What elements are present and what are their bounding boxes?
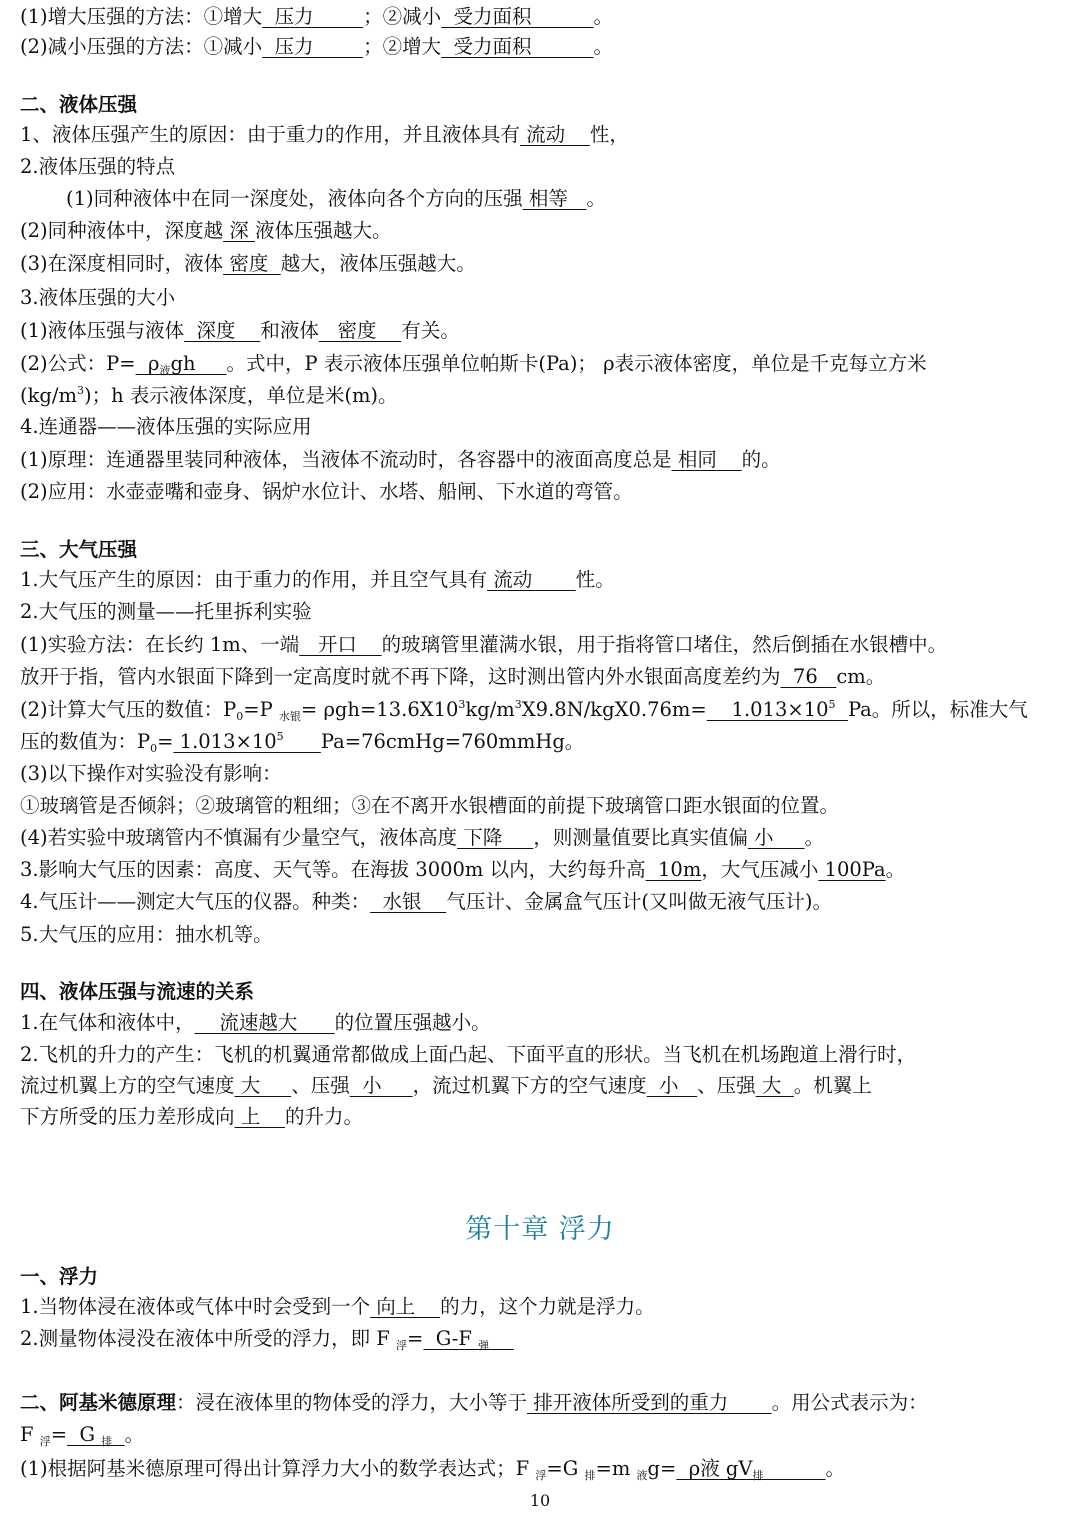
text: [836, 698, 848, 721]
text: 的升力。: [285, 1105, 364, 1128]
text: ρ: [135, 352, 160, 375]
text-line: [20, 2, 1060, 32]
text: G-F: [423, 1327, 479, 1350]
superscript: 3: [514, 698, 522, 711]
answer-blank: [676, 1454, 825, 1484]
text: (1)根据阿基米德原理可得出计算浮力大小的数学表达式；F: [20, 1457, 536, 1480]
text-line: [20, 1008, 1060, 1038]
section-heading: 四、液体压强与流速的关系: [20, 980, 255, 1003]
answer-blank: 小: [646, 1074, 698, 1097]
text-line: [20, 727, 1060, 757]
text: (2)公式：P=: [20, 352, 136, 375]
answer-blank: 10m: [645, 858, 702, 881]
section-heading: 一、浮力: [20, 1265, 99, 1288]
answer-blank: [173, 727, 320, 757]
text: (2)计算大气压的数值：P: [20, 698, 237, 721]
text-line: [20, 316, 1060, 346]
answer-blank: 相同: [671, 448, 742, 471]
subscript: 浮: [396, 1339, 408, 1352]
text: 的力，这个力就是浮力。: [440, 1295, 655, 1318]
text: =: [407, 1327, 424, 1350]
text: 。: [885, 858, 906, 881]
text: =G: [546, 1457, 585, 1480]
text-line: [20, 1324, 1060, 1354]
text-line: [20, 565, 1060, 595]
answer-blank: 小: [747, 826, 805, 849]
text: 2.测量物体浸没在液体中所受的浮力，即 F: [20, 1327, 397, 1350]
text: 。: [825, 1457, 845, 1480]
answer-blank: 大: [755, 1074, 794, 1097]
text-line: [20, 1292, 1060, 1322]
answer-blank: 流速越大: [194, 1011, 335, 1034]
text-line: [20, 695, 1060, 725]
text-line: 2.液体压强的特点: [20, 155, 176, 178]
answer-blank: [423, 1324, 513, 1354]
text-line: [20, 1388, 1060, 1418]
answer-blank: 开口: [299, 633, 382, 656]
text-line: [20, 630, 1060, 660]
subscript: 浮: [535, 1469, 547, 1482]
text: Pa=76cmHg=760mmHg。: [320, 730, 585, 753]
text: 流过机翼上方的空气速度: [20, 1074, 235, 1097]
text-line: [20, 381, 1060, 411]
text: ，则测量值要比真实值偏: [533, 826, 748, 849]
answer-blank: 压力: [262, 35, 364, 58]
text: 。: [593, 35, 614, 58]
text: [112, 1423, 124, 1446]
text: 3.影响大气压的因素：高度、天气等。在海拔 3000m 以内，大约每升高: [20, 858, 646, 881]
text: =m: [595, 1457, 637, 1480]
text-line: [20, 216, 1060, 246]
text-line: [20, 887, 1060, 917]
text: [284, 730, 321, 753]
answer-blank: 流动: [519, 123, 590, 146]
text-line: [20, 1071, 1060, 1101]
text: G: [67, 1423, 102, 1446]
text: 的玻璃管里灌满水银，用于指将管口堵住，然后倒插在水银槽中。: [381, 633, 948, 656]
text-line: [20, 1454, 1060, 1484]
text: 和液体: [260, 319, 319, 342]
text: 气压计、金属盒气压计(又叫做无液气压计)。: [446, 890, 833, 913]
text-line: 3.液体压强的大小: [20, 286, 176, 309]
text-line: [20, 120, 1060, 150]
answer-blank: 深度: [184, 319, 261, 342]
text: (1)增大压强的方法：①增大: [20, 5, 263, 28]
answer-blank: 相等: [522, 187, 587, 210]
text-line: 4.连通器——液体压强的实际应用: [20, 415, 312, 438]
text-line: [20, 32, 1060, 62]
text: 液体压强越大。: [255, 219, 392, 242]
answer-blank: 密度: [318, 319, 402, 342]
text: 、压强: [291, 1074, 350, 1097]
text: 1.013×10: [706, 698, 829, 721]
subscript: 0: [150, 742, 158, 755]
text: cm。: [836, 665, 886, 688]
text-line: [20, 1420, 1060, 1450]
text: =P: [243, 698, 279, 721]
text: ；②增大: [363, 35, 442, 58]
section-heading: 二、阿基米德原理: [20, 1391, 177, 1414]
answer-blank: 流动: [487, 568, 576, 591]
text: )；h 表示液体深度，单位是米(m)。: [83, 384, 398, 407]
text-line: 2.飞机的升力的产生：飞机的机翼通常都做成上面凸起、下面平直的形状。当飞机在机场跑道上滑行时，: [20, 1043, 917, 1066]
text: = ρgh=13.6X10: [300, 698, 459, 721]
chapter-title: 第十章 浮力: [465, 1214, 615, 1245]
subscript: 水银: [278, 710, 301, 723]
text: =: [157, 730, 174, 753]
text: ，流过机翼下方的空气速度: [412, 1074, 647, 1097]
text: (2)减小压强的方法：①减小: [20, 35, 263, 58]
answer-blank: 上: [234, 1105, 286, 1128]
text: 放开于指，管内水银面下降到一定高度时就不再下降，这时测出管内外水银面高度差约为: [20, 665, 781, 688]
text: 、压强: [697, 1074, 756, 1097]
answer-blank: 受力面积: [441, 5, 594, 28]
superscript: 5: [276, 730, 284, 743]
text: 1.在气体和液体中，: [20, 1011, 195, 1034]
answer-blank: 小: [349, 1074, 413, 1097]
text: 1、液体压强产生的原因：由于重力的作用，并且液体具有: [20, 123, 520, 146]
subscript: 排: [584, 1469, 596, 1482]
text: (1)实验方法：在长约 1m、一端: [20, 633, 300, 656]
text: 压的数值为：P: [20, 730, 151, 753]
answer-blank: [67, 1420, 125, 1450]
text-line: (2)应用：水壶壶嘴和壶身、锅炉水位计、水塔、船闸、下水道的弯管。: [20, 480, 633, 503]
text: =: [50, 1423, 68, 1446]
text: 。用公式表示为：: [771, 1391, 928, 1414]
text-line: [20, 445, 1060, 475]
text: 1.当物体浸在液体或气体中时会受到一个: [20, 1295, 371, 1318]
text: [489, 1327, 514, 1350]
text: 。: [804, 826, 825, 849]
subscript: 液: [636, 1469, 648, 1482]
text: Pa。所以，标准大气: [847, 698, 1028, 721]
text: 4.气压计——测定大气压的仪器。种类：: [20, 890, 371, 913]
text: ，大气压减小: [701, 858, 819, 881]
text: 。: [124, 1423, 145, 1446]
text-line: [20, 1102, 1060, 1132]
text: (3)在深度相同时，液体: [20, 252, 224, 275]
text: (2)同种液体中，深度越: [20, 219, 224, 242]
text: 的。: [741, 448, 781, 471]
text: ρ液 gV: [676, 1457, 753, 1480]
text: kg/m: [465, 698, 515, 721]
subscript: 排: [752, 1469, 764, 1482]
text: [763, 1457, 825, 1480]
answer-blank: 大: [234, 1074, 292, 1097]
superscript: 5: [828, 698, 836, 711]
superscript: 3: [76, 384, 84, 397]
text: 。: [586, 187, 606, 210]
answer-blank: [136, 349, 227, 379]
text: 下方所受的压力差形成向: [20, 1105, 235, 1128]
text: 性。: [575, 568, 615, 591]
text-line: [20, 855, 1060, 885]
subscript: 浮: [39, 1435, 51, 1448]
superscript: 3: [458, 698, 466, 711]
text: (1)液体压强与液体: [20, 319, 185, 342]
subscript: 排: [101, 1435, 113, 1448]
text-line: [20, 249, 1060, 279]
text: ：浸在液体里的物体受的浮力，大小等于: [176, 1391, 528, 1414]
text: 1.013×10: [173, 730, 277, 753]
answer-blank: 密度: [223, 252, 281, 275]
text: (1)原理：连通器里装同种液体，当液体不流动时，各容器中的液面高度总是: [20, 448, 672, 471]
section-heading: 三、大气压强: [20, 538, 138, 561]
text-line: [20, 349, 1060, 379]
text-line: [20, 662, 1060, 692]
answer-blank: 水银: [370, 890, 447, 913]
text: g=: [647, 1457, 677, 1480]
text: ；②减小: [363, 5, 442, 28]
text-line: [20, 823, 1060, 853]
answer-blank: 深: [223, 219, 256, 242]
answer-blank: 压力: [262, 5, 364, 28]
text: 1.大气压产生的原因：由于重力的作用，并且空气具有: [20, 568, 488, 591]
answer-blank: [707, 695, 848, 725]
text: 的位置压强越小。: [334, 1011, 491, 1034]
text-line: [66, 184, 1060, 214]
text: F: [20, 1423, 40, 1446]
text: 有关。: [401, 319, 460, 342]
text-line: ①玻璃管是否倾斜；②玻璃管的粗细；③在不离开水银槽面的前提下玻璃管口距水银面的位置。: [20, 794, 840, 817]
answer-blank: 76: [780, 665, 837, 688]
answer-blank: 100Pa: [818, 858, 886, 881]
text: X9.8N/kgX0.76m=: [521, 698, 707, 721]
text-line: 2.大气压的测量——托里拆利实验: [20, 600, 312, 623]
subscript: 液: [159, 364, 171, 377]
text: 越大，液体压强越大。: [280, 252, 476, 275]
page-number: 10: [529, 1491, 551, 1510]
text: (kg/m: [20, 384, 77, 407]
subscript: 弹: [478, 1339, 490, 1352]
subscript: 0: [236, 710, 244, 723]
text: 。: [593, 5, 614, 28]
text: 。机翼上: [793, 1074, 872, 1097]
text: 。式中，P 表示液体压强单位帕斯卡(Pa)； ρ表示液体密度，单位是千克每立方米: [226, 352, 927, 375]
section-heading: 二、液体压强: [20, 93, 138, 116]
answer-blank: 受力面积: [441, 35, 594, 58]
text: (1)同种液体中在同一深度处，液体向各个方向的压强: [66, 187, 523, 210]
answer-blank: 排开液体所受到的重力: [527, 1391, 772, 1414]
answer-blank: 向上: [370, 1295, 441, 1318]
text-line: (3)以下操作对实验没有影响：: [20, 762, 282, 785]
text: gh: [170, 352, 227, 375]
answer-blank: 下降: [457, 826, 534, 849]
text: (4)若实验中玻璃管内不慎漏有少量空气，液体高度: [20, 826, 458, 849]
text-line: 5.大气压的应用：抽水机等。: [20, 923, 273, 946]
text: 性，: [589, 123, 629, 146]
